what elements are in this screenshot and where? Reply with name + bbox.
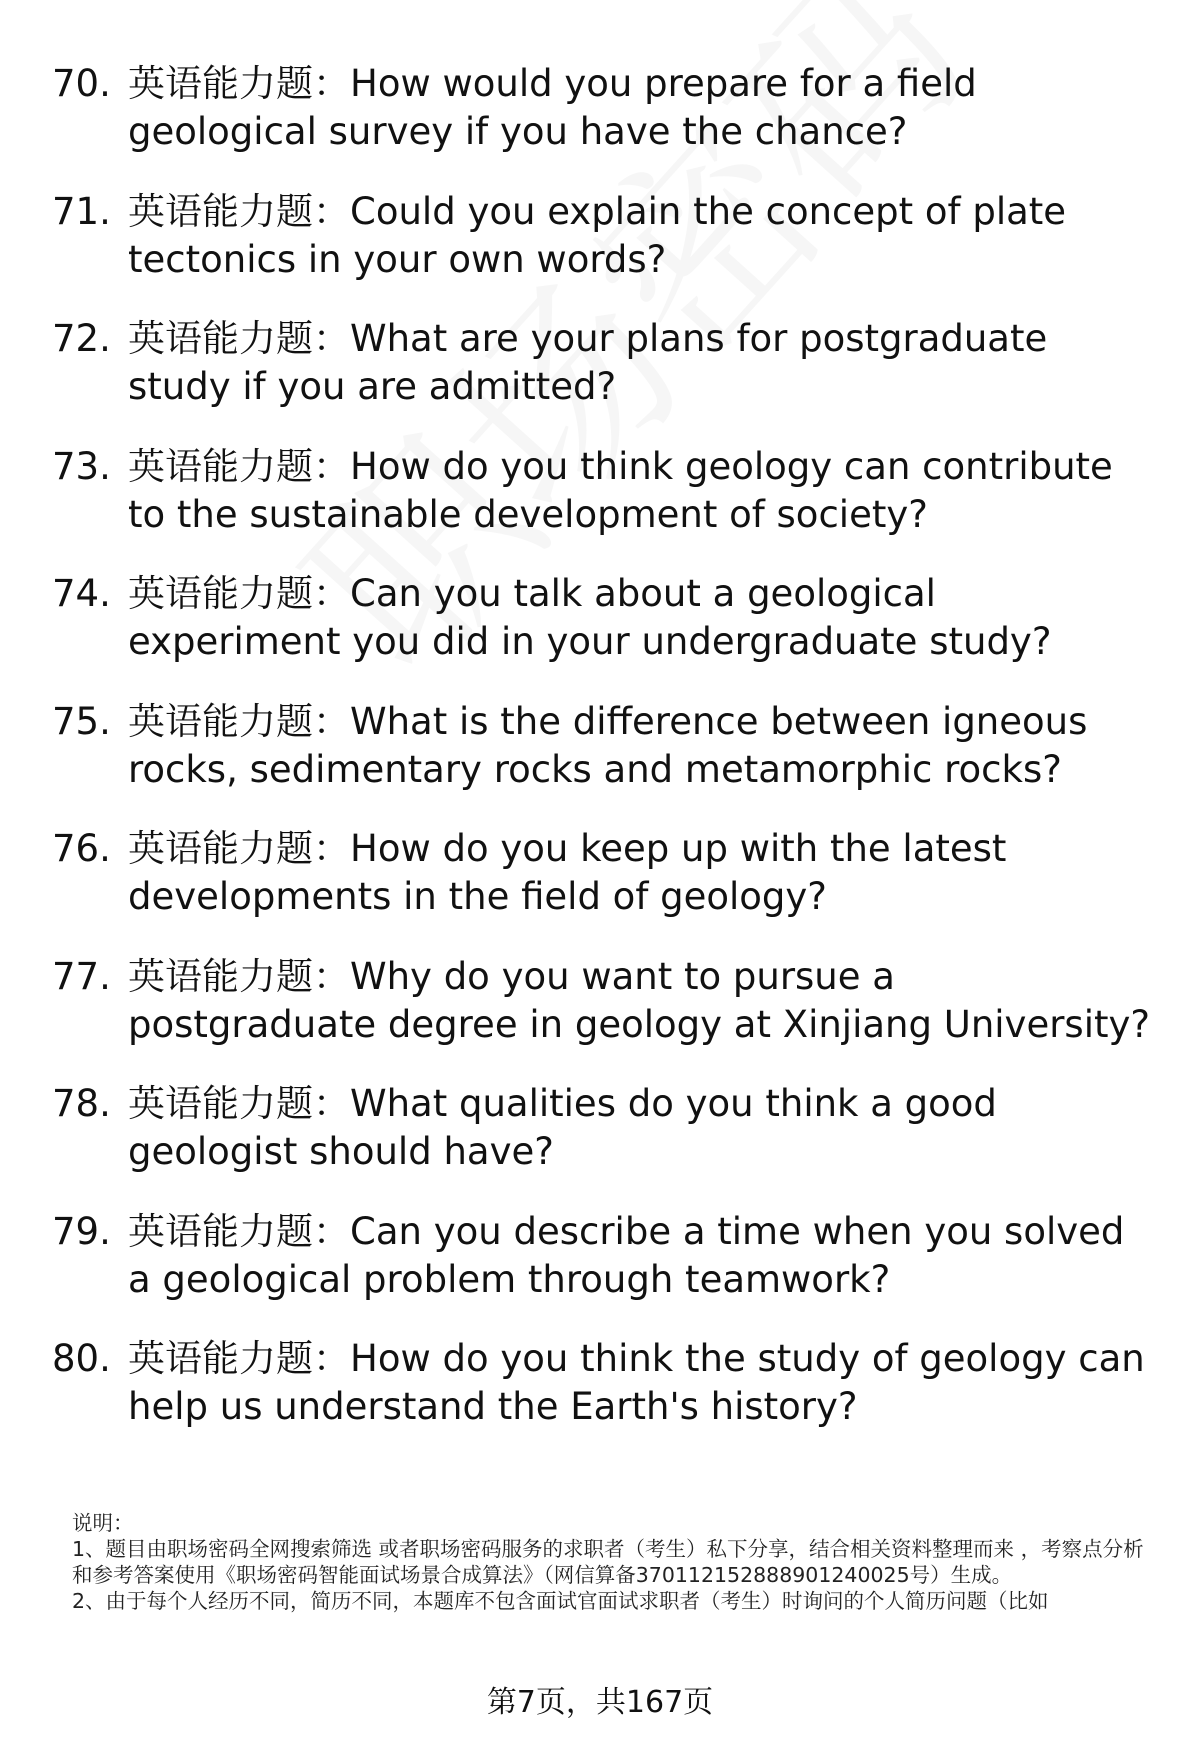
- question-text: [128, 60, 1152, 156]
- question-category: 英语能力题：: [128, 1337, 350, 1380]
- question-text: [128, 698, 1152, 794]
- question-item: [52, 60, 1152, 156]
- question-body: How do you keep up with the latest developments in the field of geology?: [128, 827, 1007, 918]
- question-category: 英语能力题：: [128, 317, 350, 360]
- question-number: 74.: [52, 572, 111, 615]
- question-text: [128, 570, 1152, 666]
- question-number: 76.: [52, 827, 111, 870]
- question-number: 80.: [52, 1337, 111, 1380]
- question-text: [128, 443, 1152, 539]
- question-body: Why do you want to pursue a postgraduate degree in geology at Xinjiang University?: [128, 954, 1151, 1046]
- question-text: [128, 188, 1152, 284]
- notes-item: 2、由于每个人经历不同，简历不同，本题库不包含面试官面试求职者（考生）时询问的个人简历问题（比如: [72, 1589, 1049, 1613]
- question-number: 73.: [52, 444, 111, 488]
- question-body: How do you think the study of geology can help us understand the Earth's history?: [128, 1337, 1145, 1428]
- question-text: [128, 1335, 1152, 1431]
- question-number: 70.: [52, 62, 111, 105]
- question-category: 英语能力题：: [128, 699, 350, 743]
- question-number: 77.: [52, 954, 111, 998]
- notes-heading: 说明：: [72, 1511, 134, 1535]
- question-item: [52, 1208, 1152, 1304]
- question-category: 英语能力题：: [128, 1209, 350, 1253]
- question-item: [52, 570, 1152, 666]
- question-number: 71.: [52, 189, 111, 233]
- question-category: 英语能力题：: [128, 444, 350, 488]
- question-item: [52, 188, 1152, 284]
- question-item: [52, 825, 1152, 921]
- question-category: 英语能力题：: [128, 1082, 350, 1125]
- question-body: How do you think geology can contribute to the sustainable development of society?: [128, 444, 1113, 536]
- question-text: [128, 1208, 1152, 1304]
- question-body: What are your plans for postgraduate study if you are admitted?: [128, 317, 1048, 408]
- question-category: 英语能力题：: [128, 954, 350, 998]
- question-body: What is the difference between igneous rocks, sedimentary rocks and metamorphic rocks?: [128, 699, 1088, 791]
- page-number: 第7页，共167页: [486, 1685, 714, 1720]
- question-number: 79.: [52, 1209, 111, 1253]
- question-category: 英语能力题：: [128, 572, 350, 615]
- notes-section: [72, 1510, 1147, 1614]
- question-number: 75.: [52, 699, 111, 743]
- question-category: 英语能力题：: [128, 189, 350, 233]
- question-number: 78.: [52, 1082, 111, 1125]
- question-item: [52, 698, 1152, 794]
- question-item: [52, 1335, 1152, 1431]
- question-body: What qualities do you think a good geologist should have?: [128, 1082, 997, 1173]
- question-list: [52, 60, 1152, 1463]
- question-category: 英语能力题：: [128, 827, 350, 870]
- question-item: [52, 1080, 1152, 1176]
- question-text: [128, 953, 1152, 1049]
- question-number: 72.: [52, 317, 111, 360]
- question-item: [52, 953, 1152, 1049]
- question-body: Could you explain the concept of plate tectonics in your own words?: [128, 189, 1067, 281]
- question-body: Can you talk about a geological experiment you did in your undergraduate study?: [128, 572, 1052, 663]
- question-text: [128, 315, 1152, 411]
- question-text: [128, 1080, 1152, 1176]
- question-item: [52, 443, 1152, 539]
- notes-item: 1、题目由职场密码全网搜索筛选 或者职场密码服务的求职者（考生）私下分享，结合相关资料整理而来 ，考察点分析和参考答案使用《职场密码智能面试场景合成算法》（网信算备370112152888901240025号）生成。: [72, 1537, 1144, 1587]
- question-category: 英语能力题：: [128, 62, 350, 105]
- question-item: [52, 315, 1152, 411]
- question-body: Can you describe a time when you solved a geological problem through teamwork?: [128, 1209, 1125, 1301]
- question-body: How would you prepare for a field geological survey if you have the chance?: [128, 62, 977, 153]
- question-text: [128, 825, 1152, 921]
